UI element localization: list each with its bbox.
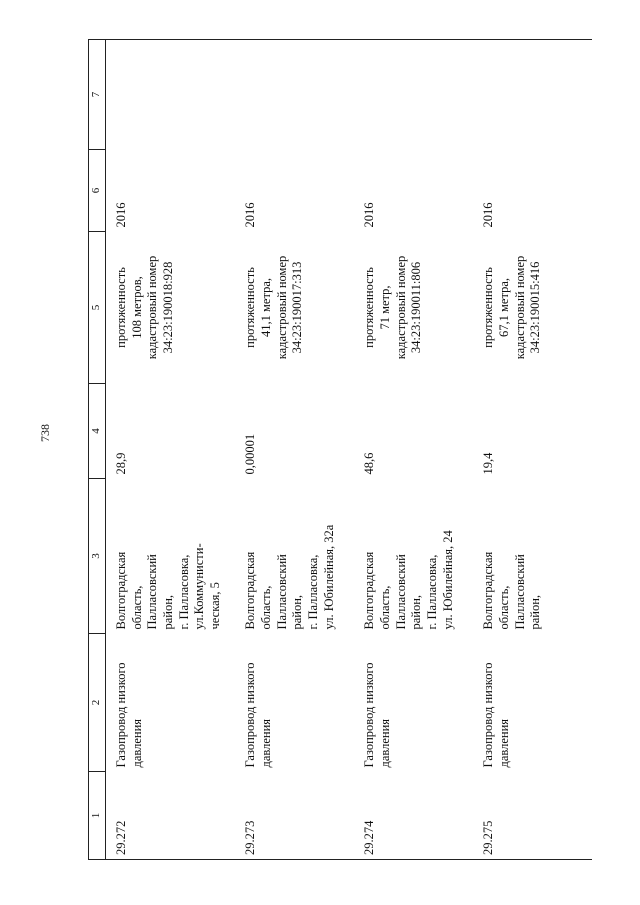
row-value: 19,4 <box>481 452 496 475</box>
row-year: 2016 <box>243 202 258 228</box>
row-id: 29.275 <box>473 772 592 860</box>
property-table <box>88 39 592 860</box>
row-name: Газопровод низкого давления <box>481 662 511 768</box>
row-name: Газопровод низкого давления <box>243 662 273 768</box>
header-col-3: 3 <box>89 479 106 634</box>
row-id: 29.272 <box>106 772 236 860</box>
row-note <box>354 40 473 150</box>
row-address: Волгоградская область, Палласовский район, г. Палласовка, ул. Юбилейная, 32а <box>243 524 336 630</box>
row-address: Волгоградская область, Палласовский район, г. Палласовка, ул. Юбилейная, 24 <box>362 530 455 630</box>
row-address: Волгоградская область, Палласовский район, <box>481 551 543 630</box>
row-note <box>106 40 236 150</box>
table-row <box>235 40 354 860</box>
row-characteristics: протяженность 71 метр, кадастровый номер 34:23:190011:806 <box>362 255 424 360</box>
row-note <box>235 40 354 150</box>
rotated-page-content <box>88 40 613 860</box>
row-year: 2016 <box>481 202 496 228</box>
table-row <box>354 40 473 860</box>
header-col-2: 2 <box>89 634 106 772</box>
row-characteristics: протяженность 41,1 метра, кадастровый номер 34:23:190017:313 <box>243 255 305 360</box>
header-col-4: 4 <box>89 384 106 479</box>
row-value: 0,00001 <box>243 433 258 475</box>
header-col-1: 1 <box>89 772 106 860</box>
row-id: 29.273 <box>235 772 354 860</box>
row-note <box>473 40 592 150</box>
row-id: 29.274 <box>354 772 473 860</box>
table-row <box>473 40 592 860</box>
header-col-6: 6 <box>89 150 106 232</box>
row-address: Волгоградская область, Палласовский район, г. Палласовка, ул.Коммунисти- ческая, 5 <box>114 543 222 630</box>
row-name: Газопровод низкого давления <box>114 662 144 768</box>
row-name: Газопровод низкого давления <box>362 662 392 768</box>
row-year: 2016 <box>114 202 128 228</box>
row-characteristics: протяженность 108 метров, кадастровый номер 34:23:190018:928 <box>114 255 175 360</box>
header-col-7: 7 <box>89 40 106 150</box>
row-value: 48,6 <box>362 452 377 475</box>
table-row <box>106 40 236 860</box>
header-col-5: 5 <box>89 232 106 384</box>
row-year: 2016 <box>362 202 377 228</box>
header-row <box>89 40 106 860</box>
row-characteristics: протяженность 67,1 метра, кадастровый номер 34:23:190015:416 <box>481 255 543 360</box>
page-number: 738 <box>38 424 52 442</box>
row-value: 28,9 <box>114 452 128 475</box>
